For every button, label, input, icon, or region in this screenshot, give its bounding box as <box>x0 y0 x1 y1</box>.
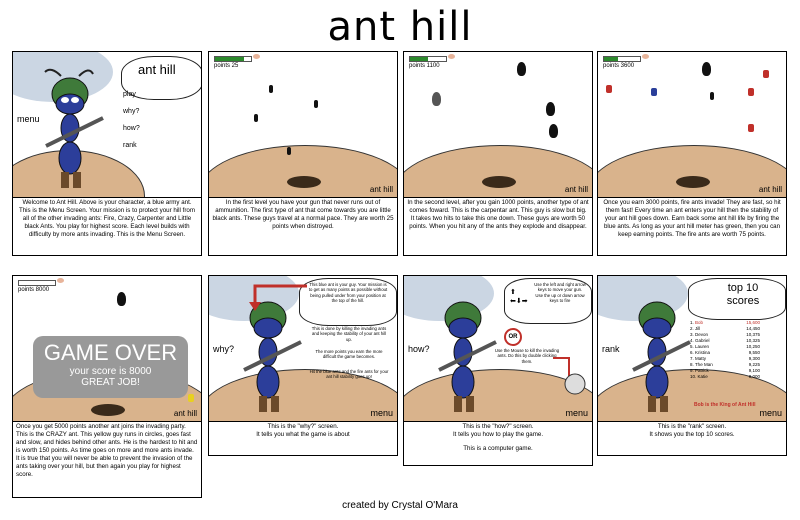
why-info-2: The more points you earn the more difficult the game becomes. <box>315 349 383 360</box>
score-value: 9,550 <box>748 350 760 355</box>
credit-line: created by Crystal O'Mara <box>342 500 458 511</box>
heart-icon <box>253 54 260 59</box>
score-rank: 5. <box>690 344 694 349</box>
score-name: Gabriel <box>695 338 710 343</box>
score-value: 10,250 <box>746 344 760 349</box>
score-value: 15,600 <box>746 320 760 325</box>
black-ant <box>254 114 258 122</box>
scores-heading: top 10 scores <box>726 282 760 307</box>
score-name: Kristina <box>695 350 711 355</box>
menu-button[interactable]: menu <box>759 408 782 418</box>
score-value: 10,375 <box>746 332 760 337</box>
hill-hole <box>482 176 516 188</box>
panel-why <box>208 275 398 422</box>
panel-level-2 <box>403 51 593 198</box>
final-score-text: your score is 8000 <box>69 366 152 377</box>
blue-army-ant-character <box>41 66 111 196</box>
panel-level-1 <box>208 51 398 198</box>
hill-label: ant hill <box>564 185 588 194</box>
carpenter-ant <box>117 292 126 306</box>
heart-icon <box>448 54 455 59</box>
score-value: 9,300 <box>748 356 760 361</box>
king-text: Bob is the King of Ant Hill <box>694 402 756 408</box>
screen-label: how? <box>408 344 430 354</box>
menu-play[interactable]: play <box>123 91 136 98</box>
stability-meter <box>214 56 252 62</box>
caption-game-over: Once you get 5000 points another ant joins the invading party. This is the CRAZY ant. This yellow guy runs in circles, goes fast and slow, and hides behind other ants. He is the hardest to hit and is worth 150 points. As time goes on more and more ants invade. It is true that you will never be able to prevent the invasion of the ants taking over your hill, but then again you play for highest score. <box>12 421 202 498</box>
points-readout: points 25 <box>214 63 239 69</box>
comic-title: ant hill <box>327 4 473 50</box>
caption-level-3: Once you earn 3000 points, fire ants invade! They are fast, so hit them fast! Every time an ant enters your hill then the stability of your ant hill goes down. Earn back some ant hill life by firing the blue ants. As long as your ant hill meter has green, then you can keep earning points. The fire ants are worth 75 points. <box>597 197 787 256</box>
score-row <box>690 374 760 380</box>
fire-ant <box>606 85 612 93</box>
score-rank: 10. <box>690 374 697 379</box>
fire-ant <box>748 124 754 132</box>
score-name: Devon <box>695 332 709 337</box>
menu-title: ant hill <box>138 62 176 77</box>
keys-instructions: Use the left and right arrow keys to move your gun. Use the up or down arrow keys to fire <box>534 282 586 303</box>
crazy-ant <box>188 394 194 402</box>
carpenter-ant <box>546 102 555 116</box>
score-value: 14,450 <box>746 326 760 331</box>
menu-button[interactable]: menu <box>565 408 588 418</box>
arrow-keys-icon: ⬆ ⬅⬇➡ <box>510 289 528 305</box>
menu-rank[interactable]: rank <box>123 142 137 149</box>
score-value: 9,100 <box>748 368 760 373</box>
caption-how-line-2: It tells you how to play the game. <box>452 431 544 438</box>
red-arrow-icon <box>249 282 309 312</box>
caption-level-1: In the first level you have your gun that never runs out of ammunition. The first type of ant that come towards you are little black ants. These guys travel at a normal pace. They are worth 25 points when distroyed. <box>208 197 398 256</box>
why-bubble-text: This blue ant is your guy. Your mission is to get as many points as possible without being pulled under from your position at the top of the hill. <box>308 282 388 303</box>
score-name: Matty <box>695 356 707 361</box>
stability-meter <box>409 56 447 62</box>
score-rank: 7. <box>690 356 694 361</box>
hill-hole <box>91 404 125 416</box>
why-info-3: Hit the blue ants and the fire ants for your ant hill stability goes up! <box>309 369 389 380</box>
score-rank: 1. <box>690 320 694 325</box>
hill-hole <box>676 176 710 188</box>
score-name: The Man <box>694 362 713 367</box>
menu-why[interactable]: why? <box>123 108 140 115</box>
score-value: 8,000 <box>748 374 760 379</box>
heart-icon <box>642 54 649 59</box>
screen-label: rank <box>602 344 620 354</box>
fire-ant <box>748 88 754 96</box>
black-ant <box>287 147 291 155</box>
points-readout: points 3600 <box>603 63 635 69</box>
black-ant <box>269 85 273 93</box>
game-over-box <box>33 336 188 398</box>
hill-label: ant hill <box>369 185 393 194</box>
score-name: Patrick <box>695 368 709 373</box>
caption-why <box>208 421 398 456</box>
caption-why-line-2: It tells you what the game is about <box>256 431 350 438</box>
carpenter-ant <box>702 62 711 76</box>
caption-level-2: In the second level, after you gain 1000 points, another type of ant comes foward. This is the carpentar ant. This guy is slow but big. It takes two hits to take this one down. These guys are worth 50 points. When you hit any of the ants they explode and disappear. <box>403 197 593 256</box>
or-icon: OR <box>504 328 522 346</box>
caption-how-line-1: This is the "how?" screen. <box>462 423 534 430</box>
menu-list <box>123 86 140 154</box>
panel-level-3 <box>597 51 787 198</box>
caption-why-line-1: This is the "why?" screen. <box>267 423 339 430</box>
panel-rank <box>597 275 787 422</box>
score-name: Lauren <box>695 344 710 349</box>
caption-how-line-3: This is a computer game. <box>463 445 533 452</box>
menu-label: menu <box>17 114 40 124</box>
hill-hole <box>287 176 321 188</box>
blue-ant <box>651 88 657 96</box>
why-info-1: This is done by killing the invading ants and keeping the stability of your ant hill up. <box>311 326 387 342</box>
caption-rank-line-2: It shows you the top 10 scores. <box>649 431 735 438</box>
caption-rank <box>597 421 787 456</box>
caption-rank-line-1: This is the "rank" screen. <box>657 423 727 430</box>
hill-label: ant hill <box>758 185 782 194</box>
scores-table <box>690 320 760 380</box>
menu-button[interactable]: menu <box>370 408 393 418</box>
score-rank: 8. <box>690 362 694 367</box>
panel-how <box>403 275 593 422</box>
exploding-ant <box>432 92 441 106</box>
stability-meter <box>18 280 56 286</box>
score-name: Katie <box>697 374 708 379</box>
blue-army-ant-character <box>434 290 504 420</box>
score-rank: 2. <box>690 326 694 331</box>
score-rank: 9. <box>690 368 694 373</box>
caption-menu: Welcome to Ant Hill. Above is your character, a blue army ant. This is the Menu Screen. Your mission is to protect your hill from all of the other invading ants: Fire, Crazy, Carpenter and Little black Ants. You play for highest score. Each level builds with difficulty by more ants invading. This is the Menu Screen. <box>12 197 202 256</box>
score-rank: 6. <box>690 350 694 355</box>
score-name: Jill <box>695 326 701 331</box>
screen-label: why? <box>213 344 235 354</box>
points-readout: points 8000 <box>18 287 50 293</box>
mouse-instructions: Use the Mouse to kill the invading ants. Do this by double clicking them. <box>494 348 560 364</box>
game-over-text: GAME OVER <box>43 340 178 365</box>
stability-meter <box>603 56 641 62</box>
score-rank: 3. <box>690 332 694 337</box>
black-ant <box>710 92 714 100</box>
great-job-text: GREAT JOB! <box>81 377 140 388</box>
mouse-icon <box>549 352 589 396</box>
black-ant <box>314 100 318 108</box>
carpenter-ant <box>517 62 526 76</box>
panel-menu <box>12 51 202 198</box>
score-name: Bob <box>695 320 704 325</box>
score-value: 9,225 <box>748 362 760 367</box>
score-value: 10,325 <box>746 338 760 343</box>
panel-game-over <box>12 275 202 422</box>
fire-ant <box>763 70 769 78</box>
carpenter-ant <box>549 124 558 138</box>
score-rank: 4. <box>690 338 694 343</box>
caption-how <box>403 421 593 466</box>
heart-icon <box>57 278 64 283</box>
menu-how[interactable]: how? <box>123 125 140 132</box>
hill-label: ant hill <box>173 409 197 418</box>
points-readout: points 1100 <box>409 63 440 69</box>
